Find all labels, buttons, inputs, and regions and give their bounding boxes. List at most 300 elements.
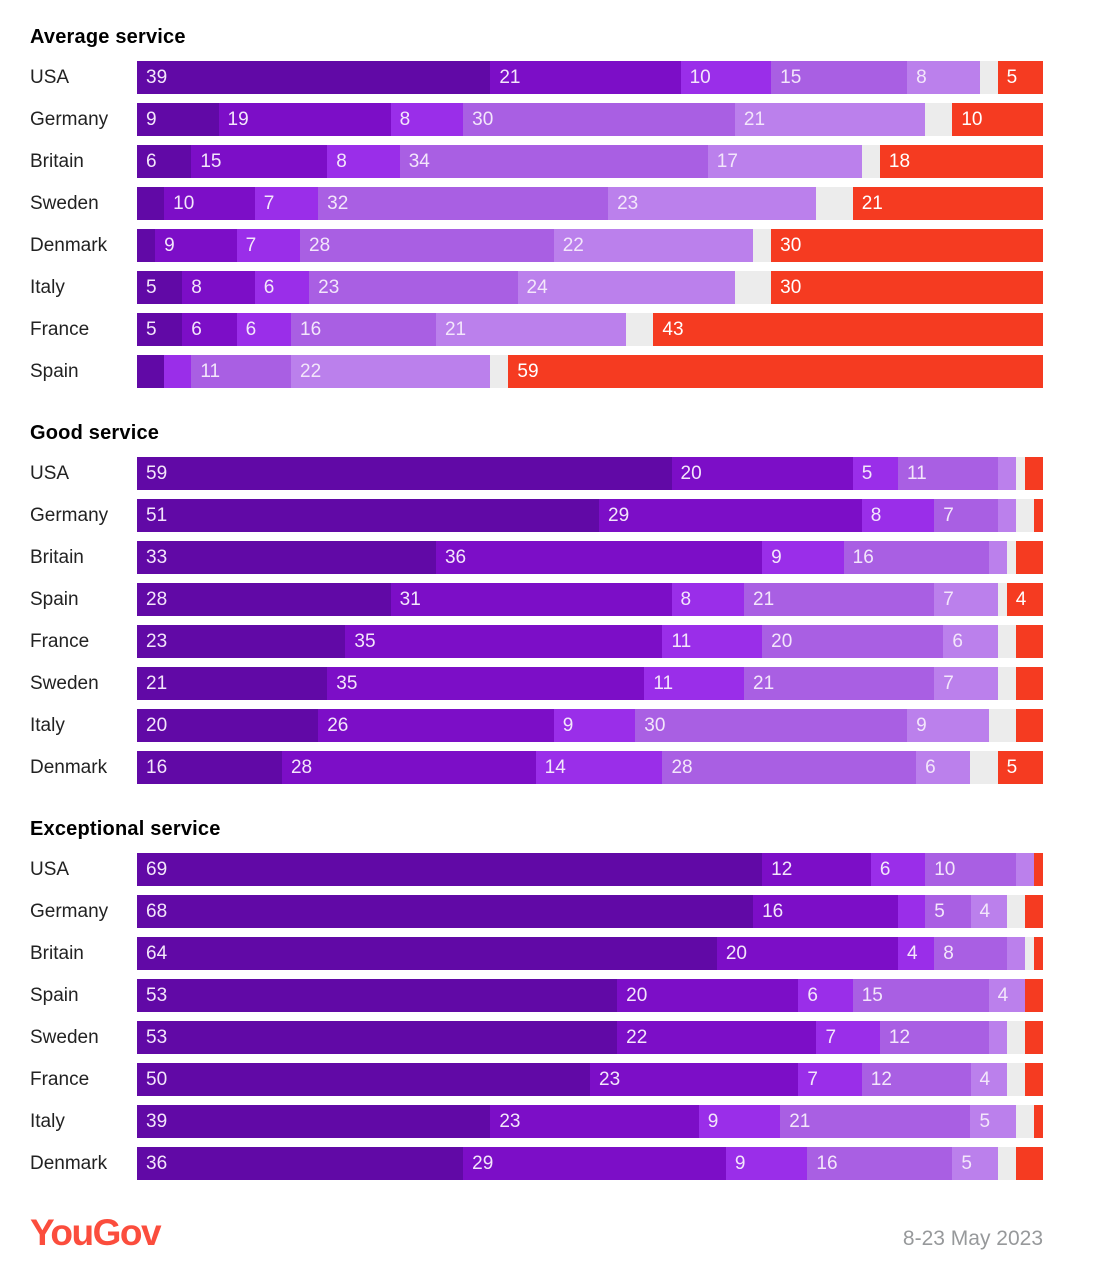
bar-segment [916, 751, 970, 784]
bar-row-france [30, 1063, 1043, 1096]
segment-value: 16 [146, 756, 168, 778]
segment-value: 5 [979, 1110, 991, 1132]
bar-segment [137, 625, 345, 658]
segment-value: 11 [200, 360, 221, 382]
stacked-bar [137, 709, 1043, 742]
bar-segment [780, 1105, 970, 1138]
bar-segment [1016, 709, 1043, 742]
stacked-bar [137, 583, 1043, 616]
segment-value: 30 [472, 108, 494, 130]
segment-value: 8 [943, 942, 954, 964]
segment-value: 22 [562, 234, 584, 256]
segment-value: 12 [888, 1026, 911, 1048]
bar-segment [1007, 1021, 1025, 1054]
bar-row-britain [30, 541, 1043, 574]
bar-segment [191, 355, 291, 388]
bar-segment [617, 979, 798, 1012]
segment-value: 9 [771, 546, 782, 568]
segment-value: 32 [327, 192, 349, 214]
segment-value: 59 [517, 360, 539, 382]
bar-segment [137, 667, 327, 700]
bar-row-denmark [30, 229, 1043, 262]
bar-segment [644, 667, 744, 700]
bar-segment [807, 1147, 952, 1180]
bar-segment [137, 937, 717, 970]
segment-value: 36 [146, 1152, 168, 1174]
bar-segment [1007, 1063, 1025, 1096]
bar-segment [345, 625, 662, 658]
segment-value: 53 [146, 984, 168, 1006]
segment-value: 8 [191, 276, 202, 298]
segment-value: 35 [354, 630, 376, 652]
segment-value: 4 [907, 942, 918, 964]
bar-segment [164, 355, 191, 388]
segment-value: 20 [725, 942, 747, 964]
segment-value: 4 [1015, 588, 1027, 610]
bar-segment [844, 541, 989, 574]
segment-value: 20 [771, 630, 793, 652]
bar-segment [309, 271, 517, 304]
stacked-bar [137, 1063, 1043, 1096]
bar-segment [726, 1147, 808, 1180]
bar-row-italy [30, 271, 1043, 304]
segment-value: 16 [762, 900, 784, 922]
segment-value: 8 [336, 150, 347, 172]
bar-segment [762, 853, 871, 886]
bar-segment [771, 271, 1043, 304]
country-label: Italy [30, 276, 65, 298]
bar-segment [662, 751, 916, 784]
bar-segment [925, 895, 970, 928]
bar-segment [608, 187, 816, 220]
bar-row-sweden [30, 1021, 1043, 1054]
bar-segment [998, 61, 1043, 94]
bar-segment [137, 103, 219, 136]
segment-value: 29 [608, 504, 630, 526]
stacked-bar [137, 625, 1043, 658]
chart-section-exceptional-service [30, 818, 1043, 1180]
segment-value: 11 [907, 462, 927, 484]
bar-row-denmark [30, 751, 1043, 784]
bar-segment [463, 103, 735, 136]
bar-segment [1034, 499, 1043, 532]
stacked-bar [137, 355, 1043, 388]
bar-segment [1016, 1147, 1043, 1180]
bar-segment [744, 583, 934, 616]
bar-segment [1016, 499, 1034, 532]
segment-value: 59 [146, 462, 168, 484]
bar-segment [952, 1147, 997, 1180]
bar-segment [436, 541, 762, 574]
bar-segment [998, 625, 1016, 658]
bar-segment [699, 1105, 781, 1138]
bar-segment [998, 499, 1016, 532]
bar-segment [137, 895, 753, 928]
bar-segment [164, 187, 255, 220]
segment-value: 9 [734, 1152, 746, 1174]
bar-segment [155, 229, 237, 262]
country-label: Sweden [30, 672, 99, 694]
footer [30, 1214, 1043, 1251]
bar-segment [662, 625, 762, 658]
bar-segment [617, 1021, 816, 1054]
segment-value: 33 [146, 546, 168, 568]
stacked-bar [137, 103, 1043, 136]
bar-segment [753, 229, 771, 262]
segment-value: 6 [925, 756, 936, 778]
segment-value: 8 [916, 66, 927, 88]
segment-value: 10 [961, 108, 983, 130]
bar-segment [1007, 583, 1043, 616]
segment-value: 6 [191, 318, 202, 340]
bar-segment [391, 583, 672, 616]
bar-segment [1007, 895, 1025, 928]
country-label: France [30, 1068, 90, 1090]
bar-row-italy [30, 709, 1043, 742]
bar-segment [934, 499, 997, 532]
segment-value: 28 [290, 756, 313, 778]
segment-value: 39 [146, 66, 168, 88]
segment-value: 53 [146, 1026, 168, 1048]
stacked-bar [137, 229, 1043, 262]
segment-value: 9 [916, 714, 927, 736]
bar-segment [291, 313, 436, 346]
bar-segment [735, 271, 771, 304]
bar-segment [898, 895, 925, 928]
bar-segment [137, 145, 191, 178]
bar-segment [1025, 457, 1043, 490]
bar-segment [771, 229, 1043, 262]
bar-segment [137, 1063, 590, 1096]
segment-value: 20 [146, 714, 168, 736]
segment-value: 68 [146, 900, 168, 922]
bar-segment [137, 229, 155, 262]
bar-segment [998, 457, 1016, 490]
bar-segment [137, 271, 182, 304]
bar-row-usa [30, 61, 1043, 94]
bar-segment [998, 583, 1007, 616]
bar-segment [971, 1063, 1007, 1096]
bar-segment [744, 667, 934, 700]
bar-segment [998, 751, 1043, 784]
segment-value: 16 [816, 1152, 838, 1174]
bar-segment [282, 751, 536, 784]
bar-segment [599, 499, 862, 532]
bar-segment [490, 1105, 698, 1138]
segment-value: 19 [227, 108, 249, 130]
country-label: USA [30, 462, 70, 484]
country-label: Germany [30, 108, 109, 130]
segment-value: 5 [1006, 66, 1018, 88]
segment-value: 8 [399, 108, 411, 130]
segment-value: 10 [934, 858, 956, 880]
segment-value: 23 [146, 630, 168, 652]
country-label: Britain [30, 150, 84, 172]
bar-segment [137, 979, 617, 1012]
stacked-bar [137, 457, 1043, 490]
country-label: Germany [30, 900, 109, 922]
segment-value: 29 [472, 1152, 494, 1174]
segment-value: 6 [263, 276, 275, 298]
segment-value: 21 [444, 318, 467, 340]
bar-segment [762, 625, 943, 658]
bar-segment [1016, 457, 1025, 490]
segment-value: 28 [309, 234, 331, 256]
segment-value: 30 [780, 234, 802, 256]
bar-row-germany [30, 103, 1043, 136]
bar-segment [907, 61, 979, 94]
segment-value: 5 [861, 462, 873, 484]
bar-segment [137, 583, 391, 616]
bar-segment [708, 145, 862, 178]
segment-value: 20 [626, 984, 648, 1006]
bar-segment [291, 355, 490, 388]
bar-segment [970, 751, 997, 784]
bar-segment [327, 145, 399, 178]
bar-segment [536, 751, 663, 784]
segment-value: 69 [146, 858, 168, 880]
segment-value: 35 [336, 672, 358, 694]
bar-segment [508, 355, 1043, 388]
segment-value: 7 [943, 672, 954, 694]
bar-segment [137, 187, 164, 220]
segment-value: 9 [146, 108, 157, 130]
bar-segment [934, 583, 997, 616]
country-label: Italy [30, 1110, 65, 1132]
bar-segment [182, 313, 236, 346]
bar-segment [853, 979, 989, 1012]
bar-segment [1025, 1021, 1043, 1054]
bar-row-germany [30, 895, 1043, 928]
segment-value: 23 [599, 1068, 621, 1090]
segment-value: 7 [943, 588, 954, 610]
segment-value: 16 [300, 318, 322, 340]
bar-segment [898, 457, 998, 490]
bar-segment [980, 61, 998, 94]
bar-segment [798, 979, 852, 1012]
bar-segment [970, 1105, 1015, 1138]
country-label: France [30, 630, 90, 652]
bar-segment [989, 979, 1025, 1012]
bar-segment [925, 103, 952, 136]
segment-value: 4 [997, 984, 1009, 1006]
country-label: Britain [30, 942, 84, 964]
segment-value: 10 [173, 192, 195, 214]
segment-value: 51 [146, 504, 168, 526]
bar-segment [237, 229, 300, 262]
bar-row-spain [30, 979, 1043, 1012]
bar-row-usa [30, 853, 1043, 886]
bar-segment [1034, 1105, 1043, 1138]
bar-segment [853, 187, 1043, 220]
bar-rows [30, 61, 1043, 388]
stacked-bar [137, 979, 1043, 1012]
bar-segment [137, 355, 164, 388]
bar-segment [971, 895, 1007, 928]
bar-segment [989, 709, 1016, 742]
country-label: USA [30, 858, 70, 880]
bar-segment [137, 709, 318, 742]
segment-value: 30 [780, 276, 802, 298]
stacked-bar [137, 751, 1043, 784]
segment-value: 20 [680, 462, 702, 484]
segment-value: 5 [961, 1152, 972, 1174]
bar-rows [30, 853, 1043, 1180]
bar-segment [300, 229, 554, 262]
stacked-bar [137, 895, 1043, 928]
bar-segment [137, 1147, 463, 1180]
bar-segment [862, 1063, 971, 1096]
segment-value: 6 [245, 318, 257, 340]
bar-segment [327, 667, 644, 700]
chart-section-average-service [30, 26, 1043, 388]
country-label: Sweden [30, 1026, 99, 1048]
stacked-bar [137, 1147, 1043, 1180]
bar-segment [191, 145, 327, 178]
stacked-bar [137, 187, 1043, 220]
bar-segment [554, 709, 636, 742]
segment-value: 18 [888, 150, 911, 172]
segment-value: 22 [300, 360, 322, 382]
bar-segment [989, 1021, 1007, 1054]
segment-value: 5 [1006, 756, 1018, 778]
segment-value: 12 [771, 858, 793, 880]
bar-segment [137, 1021, 617, 1054]
segment-value: 23 [318, 276, 340, 298]
segment-value: 9 [164, 234, 175, 256]
bar-segment [1007, 541, 1016, 574]
bar-segment [1025, 1063, 1043, 1096]
bar-segment [436, 313, 626, 346]
bar-segment [137, 1105, 490, 1138]
segment-value: 21 [861, 192, 883, 214]
bar-segment [1025, 979, 1043, 1012]
segment-value: 17 [716, 150, 738, 172]
bar-segment [137, 751, 282, 784]
bar-segment [1016, 853, 1034, 886]
segment-value: 7 [263, 192, 275, 214]
segment-value: 5 [146, 276, 157, 298]
bar-segment [672, 457, 853, 490]
bar-segment [907, 709, 989, 742]
stacked-bar [137, 499, 1043, 532]
bar-segment [681, 61, 772, 94]
segment-value: 21 [753, 588, 775, 610]
bar-row-britain [30, 145, 1043, 178]
segment-value: 4 [979, 1068, 991, 1090]
segment-value: 4 [979, 900, 991, 922]
bar-segment [1025, 895, 1043, 928]
section-title: Exceptional service [30, 818, 221, 840]
country-label: Spain [30, 984, 79, 1006]
bar-segment [862, 145, 880, 178]
bar-segment [771, 61, 907, 94]
segment-value: 28 [146, 588, 168, 610]
segment-value: 5 [146, 318, 157, 340]
bar-segment [1016, 1105, 1034, 1138]
segment-value: 26 [327, 714, 349, 736]
segment-value: 24 [526, 276, 548, 298]
bar-segment [1016, 625, 1043, 658]
bar-segment [998, 667, 1016, 700]
bar-segment [735, 103, 925, 136]
segment-value: 11 [653, 672, 674, 694]
bar-segment [898, 937, 934, 970]
segment-value: 43 [662, 318, 684, 340]
bar-segment [182, 271, 254, 304]
segment-value: 14 [544, 756, 566, 778]
segment-value: 7 [943, 504, 954, 526]
segment-value: 31 [399, 588, 421, 610]
segment-value: 39 [146, 1110, 168, 1132]
segment-value: 36 [444, 546, 467, 568]
bar-segment [853, 457, 898, 490]
bar-segment [1034, 853, 1043, 886]
bar-segment [871, 853, 925, 886]
bar-segment [998, 1147, 1016, 1180]
segment-value: 34 [408, 150, 430, 172]
segment-value: 6 [952, 630, 963, 652]
bar-row-spain [30, 583, 1043, 616]
bar-segment [1007, 937, 1025, 970]
segment-value: 5 [934, 900, 945, 922]
stacked-bar [137, 271, 1043, 304]
segment-value: 16 [852, 546, 874, 568]
stacked-bar [137, 853, 1043, 886]
bar-segment [1016, 667, 1043, 700]
segment-value: 23 [617, 192, 639, 214]
stacked-bar [137, 937, 1043, 970]
bar-segment [219, 103, 391, 136]
bar-segment [463, 1147, 726, 1180]
segment-value: 23 [499, 1110, 521, 1132]
segment-value: 22 [626, 1026, 648, 1048]
bar-segment [816, 187, 852, 220]
bar-segment [318, 709, 554, 742]
bar-segment [490, 355, 508, 388]
bar-segment [934, 937, 1006, 970]
country-label: France [30, 318, 90, 340]
bar-segment [753, 895, 898, 928]
bar-row-spain [30, 355, 1043, 388]
segment-value: 50 [146, 1068, 168, 1090]
stacked-bar [137, 61, 1043, 94]
bar-row-britain [30, 937, 1043, 970]
fieldwork-date: 8-23 May 2023 [902, 1227, 1043, 1250]
segment-value: 12 [870, 1068, 892, 1090]
segment-value: 7 [825, 1026, 837, 1048]
country-label: Britain [30, 546, 84, 568]
bar-segment [943, 625, 997, 658]
segment-value: 21 [789, 1110, 811, 1132]
segment-value: 15 [861, 984, 883, 1006]
bar-segment [880, 1021, 989, 1054]
segment-value: 8 [680, 588, 692, 610]
bar-row-france [30, 625, 1043, 658]
bar-segment [137, 457, 672, 490]
bar-row-france [30, 313, 1043, 346]
bar-row-germany [30, 499, 1043, 532]
section-title: Average service [30, 26, 186, 48]
bar-segment [798, 1063, 861, 1096]
segment-value: 9 [562, 714, 574, 736]
bar-segment [400, 145, 708, 178]
bar-segment [635, 709, 907, 742]
bar-rows [30, 457, 1043, 784]
segment-value: 6 [146, 150, 157, 172]
bar-segment [925, 853, 1016, 886]
bar-row-italy [30, 1105, 1043, 1138]
